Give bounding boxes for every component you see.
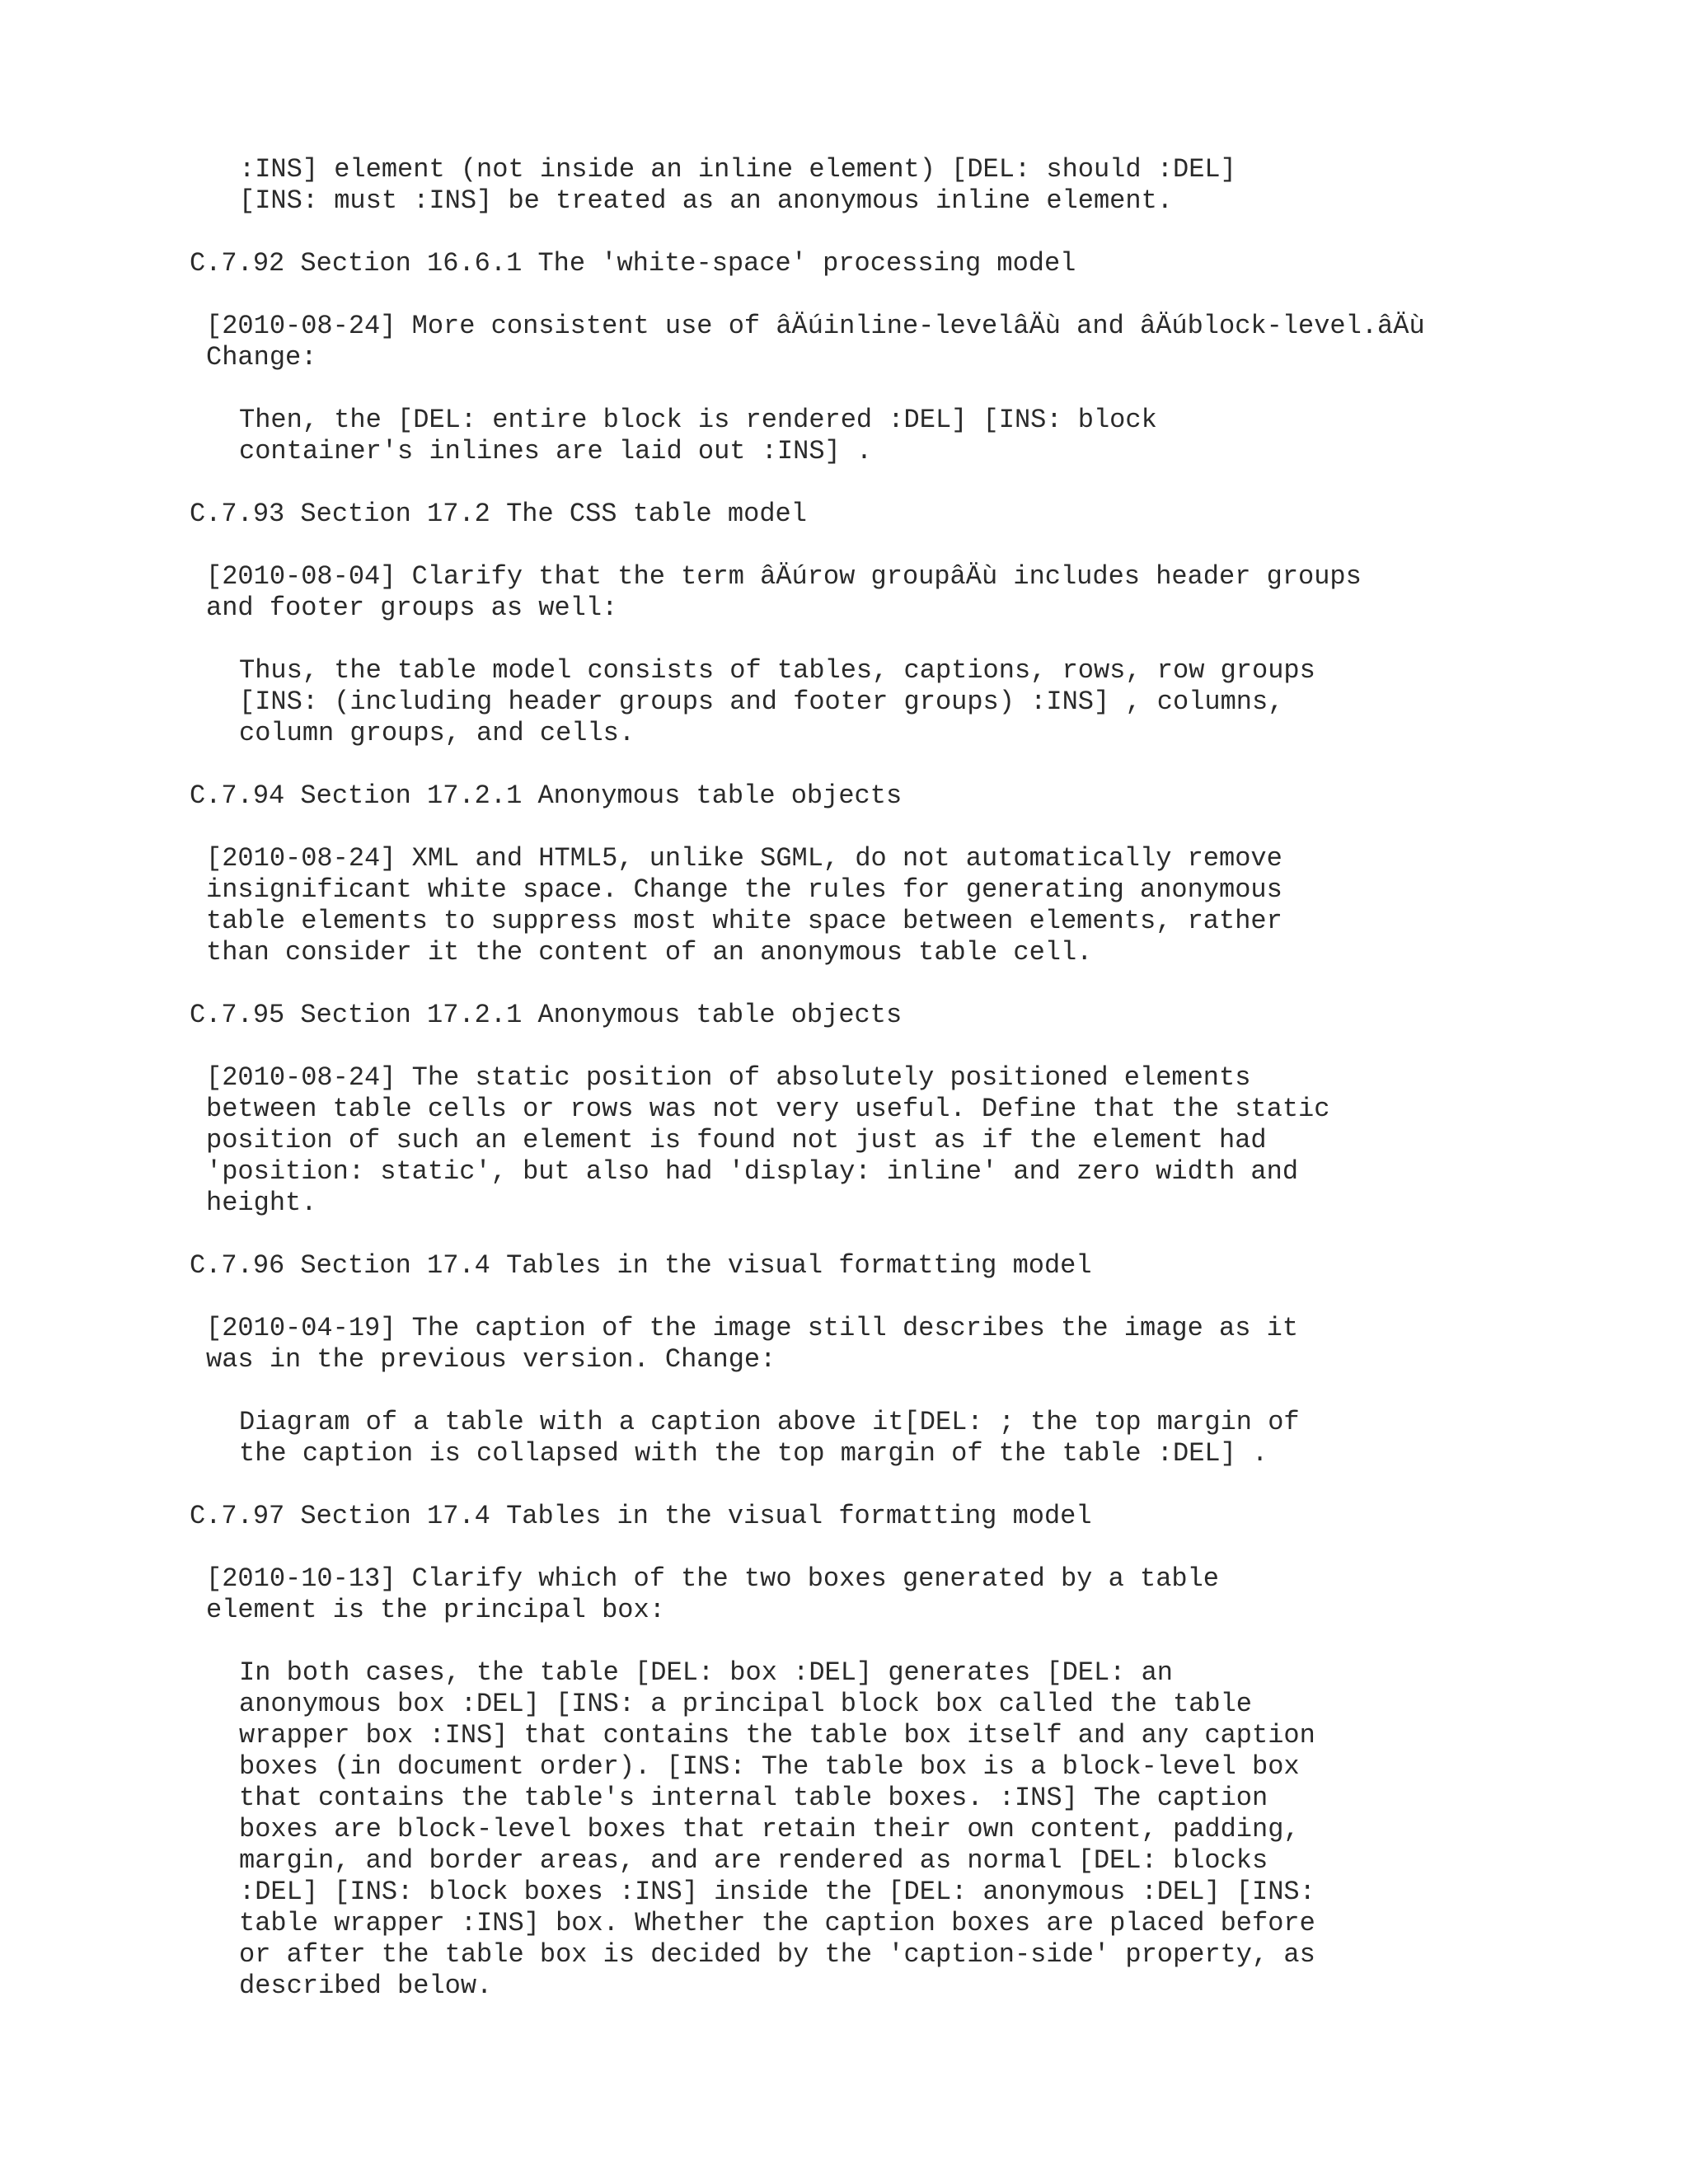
change-note-line: 'position: static', but also had 'display: inline' and zero width and	[206, 1156, 1299, 1187]
change-note-line: table elements to suppress most white space between elements, rather	[206, 906, 1282, 936]
change-note-line: was in the previous version. Change:	[206, 1344, 776, 1375]
change-note-line: height.	[206, 1188, 317, 1218]
change-note-line: [2010-08-24] The static position of absolutely positioned elements	[206, 1062, 1251, 1093]
quoted-text-line: table wrapper :INS] box. Whether the caption boxes are placed before	[239, 1908, 1315, 1938]
section-heading: C.7.94 Section 17.2.1 Anonymous table objects	[190, 780, 903, 811]
quoted-text-line: :INS] element (not inside an inline element) [DEL: should :DEL]	[239, 154, 1236, 185]
section-heading: C.7.97 Section 17.4 Tables in the visual formatting model	[190, 1501, 1092, 1531]
change-note-line: than consider it the content of an anonymous table cell.	[206, 937, 1093, 968]
change-note-line: Change:	[206, 342, 317, 373]
change-note-line: element is the principal box:	[206, 1595, 665, 1625]
quoted-text-line: column groups, and cells.	[239, 718, 635, 748]
quoted-text-line: :DEL] [INS: block boxes :INS] inside the [DEL: anonymous :DEL] [INS:	[239, 1877, 1315, 1907]
quoted-text-line: the caption is collapsed with the top margin of the table :DEL] .	[239, 1438, 1268, 1469]
change-note-line: [2010-08-24] XML and HTML5, unlike SGML, do not automatically remove	[206, 843, 1282, 874]
change-note-line: position of such an element is found not just as if the element had	[206, 1125, 1267, 1155]
quoted-text-line: that contains the table's internal table boxes. :INS] The caption	[239, 1783, 1268, 1813]
quoted-text-line: container's inlines are laid out :INS] .	[239, 436, 873, 466]
change-note-line: [2010-04-19] The caption of the image still describes the image as it	[206, 1313, 1299, 1343]
quoted-text-line: or after the table box is decided by the 'caption-side' property, as	[239, 1939, 1315, 1970]
quoted-text-line: In both cases, the table [DEL: box :DEL] generates [DEL: an	[239, 1657, 1173, 1688]
section-heading: C.7.96 Section 17.4 Tables in the visual formatting model	[190, 1250, 1092, 1281]
section-heading: C.7.92 Section 16.6.1 The 'white-space' processing model	[190, 248, 1076, 279]
quoted-text-line: Then, the [DEL: entire block is rendered :DEL] [INS: block	[239, 405, 1157, 435]
section-heading: C.7.95 Section 17.2.1 Anonymous table objects	[190, 1000, 903, 1030]
quoted-text-line: Diagram of a table with a caption above it[DEL: ; the top margin of	[239, 1407, 1300, 1437]
change-note-line: [2010-08-24] More consistent use of âÄúinline-levelâÄù and âÄúblock-level.âÄù	[206, 311, 1425, 341]
section-heading: C.7.93 Section 17.2 The CSS table model	[190, 499, 807, 529]
quoted-text-line: boxes are block-level boxes that retain their own content, padding,	[239, 1814, 1300, 1844]
change-note-line: [2010-08-04] Clarify that the term âÄúrow groupâÄù includes header groups	[206, 561, 1362, 592]
quoted-text-line: margin, and border areas, and are rendered as normal [DEL: blocks	[239, 1845, 1268, 1876]
quoted-text-line: [INS: (including header groups and footer groups) :INS] , columns,	[239, 687, 1284, 717]
quoted-text-line: described below.	[239, 1971, 493, 2001]
change-note-line: insignificant white space. Change the rules for generating anonymous	[206, 874, 1282, 905]
change-note-line: between table cells or rows was not very useful. Define that the static	[206, 1094, 1330, 1124]
quoted-text-line: anonymous box :DEL] [INS: a principal block box called the table	[239, 1689, 1252, 1719]
quoted-text-line: wrapper box :INS] that contains the table box itself and any caption	[239, 1720, 1315, 1750]
change-note-line: [2010-10-13] Clarify which of the two boxes generated by a table	[206, 1563, 1219, 1594]
quoted-text-line: boxes (in document order). [INS: The table box is a block-level box	[239, 1751, 1300, 1782]
quoted-text-line: Thus, the table model consists of tables, captions, rows, row groups	[239, 655, 1315, 686]
change-note-line: and footer groups as well:	[206, 593, 618, 623]
quoted-text-line: [INS: must :INS] be treated as an anonymous inline element.	[239, 185, 1173, 216]
